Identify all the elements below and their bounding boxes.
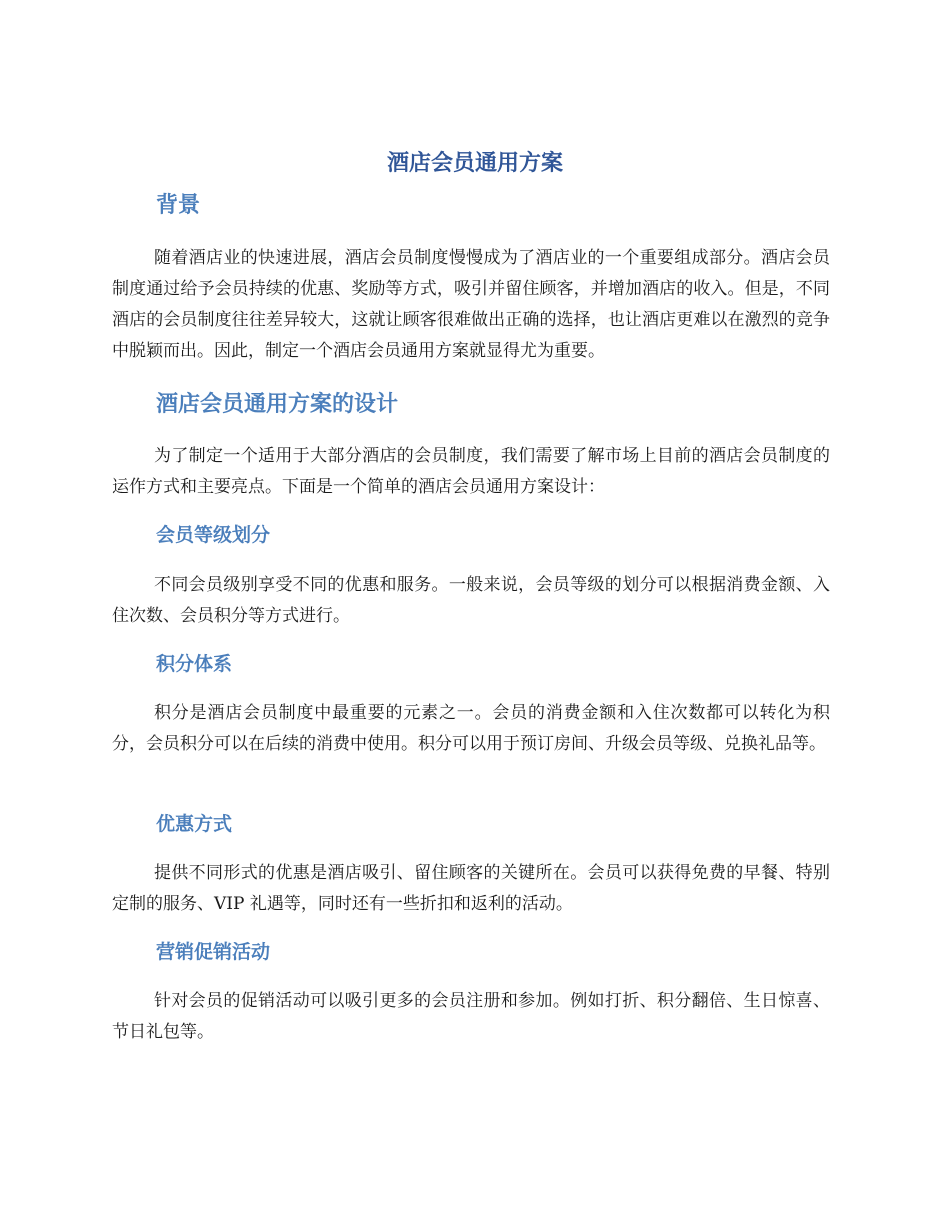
paragraph-background: 随着酒店业的快速进展，酒店会员制度慢慢成为了酒店业的一个重要组成部分。酒店会员制度通过给予会员持续的优惠、奖励等方式，吸引并留住顾客，并增加酒店的收入。但是，不同酒店的会员制度往往差异较大，这就让顾客很难做出正确的选择，也让酒店更难以在激烈的竞争中脱颖而出。因此，制定一个酒店会员通用方案就显得尤为重要。	[112, 248, 830, 361]
subsection-heading-points-system: 积分体系	[156, 653, 233, 675]
subsection-heading-promotions: 营销促销活动	[156, 941, 271, 963]
page-title: 酒店会员通用方案	[386, 151, 563, 176]
paragraph-design-intro: 为了制定一个适用于大部分酒店的会员制度，我们需要了解市场上目前的酒店会员制度的运作方式和主要亮点。下面是一个简单的酒店会员通用方案设计：	[112, 446, 830, 497]
subsection-heading-discounts: 优惠方式	[156, 813, 233, 835]
paragraph-member-tiers: 不同会员级别享受不同的优惠和服务。一般来说，会员等级的划分可以根据消费金额、入住次数、会员积分等方式进行。	[112, 575, 830, 626]
subsection-heading-member-tiers: 会员等级划分	[156, 524, 271, 546]
paragraph-promotions: 针对会员的促销活动可以吸引更多的会员注册和参加。例如打折、积分翻倍、生日惊喜、节日礼包等。	[112, 991, 830, 1042]
paragraph-discounts: 提供不同形式的优惠是酒店吸引、留住顾客的关键所在。会员可以获得免费的早餐、特别定制的服务、VIP 礼遇等，同时还有一些折扣和返利的活动。	[112, 863, 830, 914]
paragraph-points-system: 积分是酒店会员制度中最重要的元素之一。会员的消费金额和入住次数都可以转化为积分，会员积分可以在后续的消费中使用。积分可以用于预订房间、升级会员等级、兑换礼品等。	[112, 703, 830, 754]
section-heading-design: 酒店会员通用方案的设计	[156, 392, 399, 417]
section-heading-background: 背景	[156, 193, 201, 218]
